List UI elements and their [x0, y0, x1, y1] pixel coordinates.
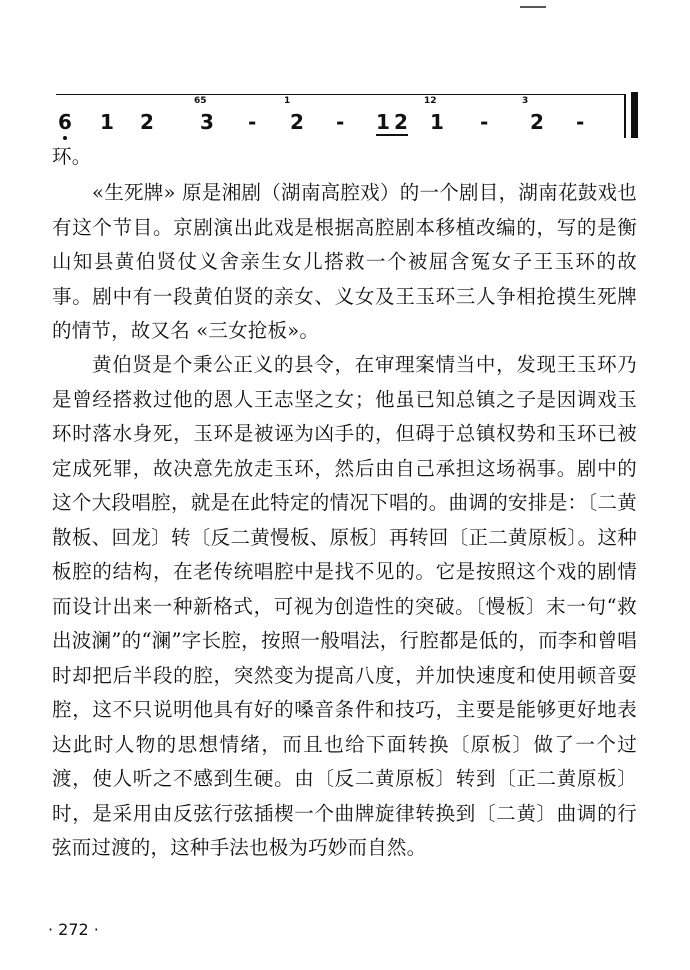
note: 2 [530, 110, 544, 134]
final-barline-thin [624, 94, 626, 138]
dash: - [336, 110, 345, 134]
grace-note: 3 [522, 96, 529, 106]
note: 2 [394, 110, 408, 134]
dash: - [480, 110, 489, 134]
staff-line [56, 94, 626, 95]
dash: - [576, 110, 585, 134]
grace-note: 12 [424, 96, 437, 106]
dash: - [248, 110, 257, 134]
music-notation [50, 92, 650, 142]
note: 1 [100, 110, 114, 134]
note: 2 [290, 110, 304, 134]
paragraph-intro: «生死牌» 原是湘剧（湖南高腔戏）的一个剧目，湖南花鼓戏也有这个节目。京剧演出此戏是根据高腔剧本移植改编的，写的是衡山知县黄伯贤仗义舍亲生女儿搭救一个被屈含冤女子王玉环的故事。剧中有一段黄伯贤的亲女、义女及王玉环三人争相抢摸生死牌的情节，故又名 «三女抢板»。 [52, 181, 637, 342]
grace-note: 65 [194, 96, 207, 106]
page-number: · 272 · [48, 920, 99, 939]
note: 3 [200, 110, 214, 134]
scan-mark [520, 6, 546, 8]
note: 2 [140, 110, 154, 134]
paragraph-analysis: 黄伯贤是个秉公正义的县令，在审理案情当中，发现王玉环乃是曾经搭救过他的恩人王志坚之女；他虽已知总镇之子是因调戏玉环时落水身死，玉环是被诬为凶手的，但碍于总镇权势和玉环已被定成死罪，故决意先放走玉环，然后由自己承担这场祸事。剧中的这个大段唱腔，就是在此特定的情况下唱的。曲调的安排是：〔二黄散板、回龙〕转〔反二黄慢板、原板〕再转回〔正二黄原板〕。这种板腔的结构，在老传统唱腔中是找不见的。它是按照这个戏的剧情而设计出来一种新格式，可视为创造性的突破。〔慢板〕末一句“救出波澜”的“澜”字长腔，按照一般唱法，行腔都是低的，而李和曾唱时却把后半段的腔，突然变为提高八度，并加快速度和使用顿音耍腔，这不只说明他具有好的嗓音条件和技巧，主要是能够更好地表达此时人物的思想情绪，而且也给下面转换〔原板〕做了一个过渡，使人听之不感到生硬。由〔反二黄原板〕转到〔正二黄原板〕时，是采用由反弦行弦插楔一个曲牌旋律转换到〔二黄〕曲调的行弦而过渡的，这种手法也极为巧妙而自然。 [52, 353, 637, 859]
final-barline-thick [631, 92, 638, 138]
beat-underline [376, 134, 408, 136]
note: 6 [58, 110, 72, 134]
note: 1 [430, 110, 444, 134]
lyric-continuation: 环。 [52, 145, 92, 168]
grace-note: 1 [284, 96, 291, 106]
note: 1 [376, 110, 390, 134]
